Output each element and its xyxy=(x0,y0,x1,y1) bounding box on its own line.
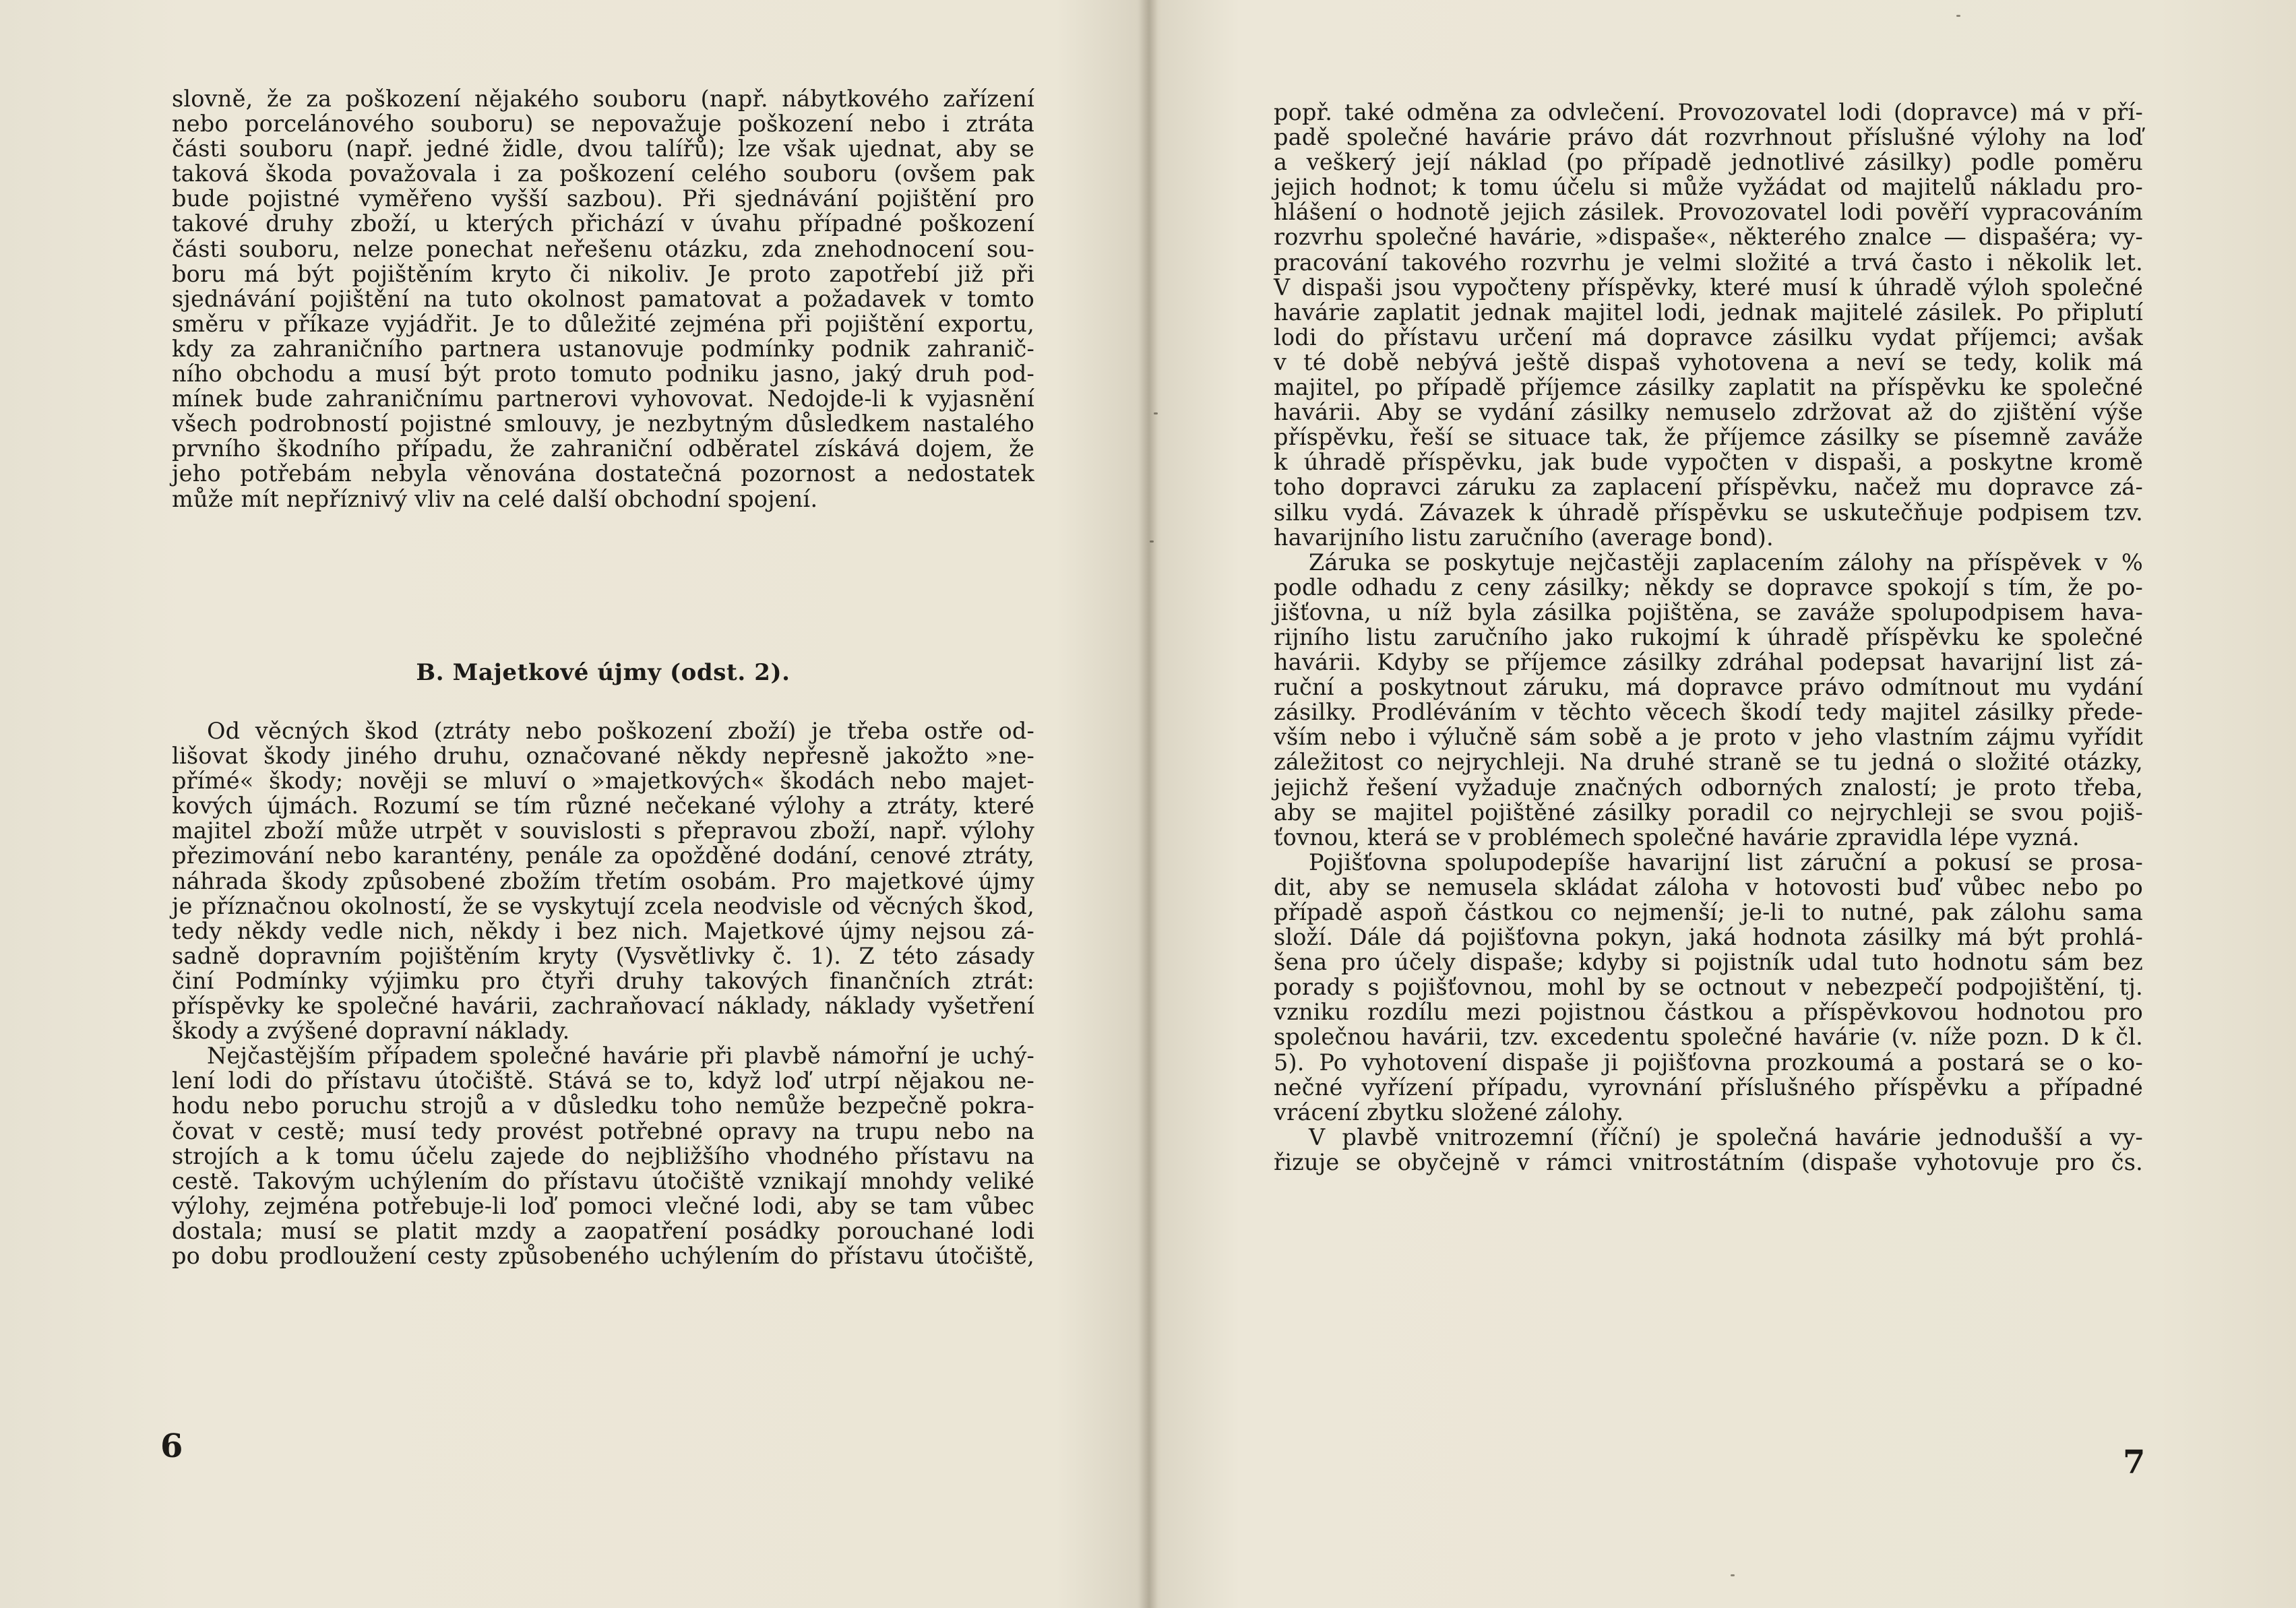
text-line: Pojišťovna spolupodepíše havarijní list záruční a pokusí se prosa- xyxy=(1309,848,2143,875)
text-line: k úhradě příspěvku, jak bude vypočten v dispaši, a poskytne kromě xyxy=(1274,449,2143,476)
text-line: takové druhy zboží, u kterých přichází v úvahu případné poškození xyxy=(172,210,1034,237)
text-line: přímé« škody; nověji se mluví o »majetkových« škodách nebo majet- xyxy=(172,768,1034,795)
text-line: výlohy, zejména potřebuje-li loď pomoci vlečné lodi, aby se tam vůbec xyxy=(172,1192,1034,1219)
text-line: hodu nebo poruchu strojů a v důsledku toho nemůže bezpečně pokra- xyxy=(172,1092,1034,1119)
text-line: části souboru, nelze ponechat neřešenu otázku, zda znehodnocení sou- xyxy=(172,235,1034,262)
text-line: ního obchodu a musí být proto tomuto podniku jasno, jaký druh pod- xyxy=(172,361,1034,388)
text-line: části souboru (např. jedné židle, dvou talířů); lze však ujednat, aby se xyxy=(172,135,1034,162)
text-line: mínek bude zahraničnímu partnerovi vyhovovat. Nedojde-li k vyjasnění xyxy=(172,385,1034,412)
text-line: bude pojistné vyměřeno vyšší sazbou). Při sjednávání pojištění pro xyxy=(172,185,1034,212)
text-line: prvního škodního případu, že zahraniční odběratel získává dojem, že xyxy=(172,435,1034,462)
text-line: strojích a k tomu účelu zajede do nejbližšího vhodného přístavu na xyxy=(172,1142,1034,1169)
text-line: jejichž řešení vyžaduje značných odborných znalostí; je proto třeba, xyxy=(1274,774,2143,801)
text-line: po dobu prodloužení cesty způsobeného uchýlením do přístavu útočiště, xyxy=(172,1242,1034,1269)
text-line: škody a zvýšené dopravní náklady. xyxy=(172,1018,570,1045)
text-line: lení lodi do přístavu útočiště. Stává se to, když loď utrpí nějakou ne- xyxy=(172,1068,1034,1094)
text-line: může mít nepříznivý vliv na celé další obchodní spojení. xyxy=(172,485,818,512)
text-line: rozvrhu společné havárie, »dispaše«, některého znalce — dispašéra; vy- xyxy=(1274,224,2143,251)
text-line: podle odhadu z ceny zásilky; někdy se dopravce spokojí s tím, že po- xyxy=(1274,574,2143,600)
text-line: boru má být pojištěním kryto či nikoliv. Je proto zapotřebí již při xyxy=(172,260,1034,287)
text-line: ruční a poskytnout záruku, má dopravce právo odmítnout mu vydání xyxy=(1274,674,2143,701)
text-line: přezimování nebo karantény, penále za opožděné dodání, cenové ztráty, xyxy=(172,842,1034,869)
print-speck xyxy=(1154,412,1158,414)
text-line: sadně dopravním pojištěním kryty (Vysvětlivky č. 1). Z této zásady xyxy=(172,942,1034,969)
section-heading: B. Majetkové újmy (odst. 2). xyxy=(416,659,790,686)
text-line: všech podrobností pojistné smlouvy, je nezbytným důsledkem nastalého xyxy=(172,410,1034,437)
text-line: vzniku rozdílu mezi pojistnou částkou a příspěvkovou hodnotou pro xyxy=(1274,999,2143,1026)
text-line: cestě. Takovým uchýlením do přístavu útočiště vznikají mnohdy veliké xyxy=(172,1167,1034,1194)
left-paragraphs-lower xyxy=(172,718,1034,1268)
text-line: pracování takového rozvrhu je velmi složité a trvá často i několik let. xyxy=(1274,249,2143,276)
text-line: V plavbě vnitrozemní (říční) je společná havárie jednodušší a vy- xyxy=(1309,1123,2143,1150)
text-line: tedy někdy vedle nich, někdy i bez nich. Majetkové újmy nejsou zá- xyxy=(172,917,1034,944)
text-line: dostala; musí se platit mzdy a zaopatření posádky porouchané lodi xyxy=(172,1217,1034,1244)
text-line: zásilky. Prodléváním v těchto věcech škodí tedy majitel zásilky přede- xyxy=(1274,699,2143,726)
text-line: rijního listu zaručního jako rukojmí k úhradě příspěvku ke společné xyxy=(1274,623,2143,650)
text-line: havárii. Aby se vydání zásilky nemuselo zdržovat až do zjištění výše xyxy=(1274,399,2143,426)
text-line: činí Podmínky výjimku pro čtyři druhy takových finančních ztrát: xyxy=(172,967,1034,994)
text-line: popř. také odměna za odvlečení. Provozovatel lodi (dopravce) má v pří- xyxy=(1274,99,2143,125)
text-line: složí. Dále dá pojišťovna pokyn, jaká hodnota zásilky má být prohlá- xyxy=(1274,924,2143,951)
text-line: jišťovna, u níž byla zásilka pojištěna, se zaváže spolupodpisem hava- xyxy=(1274,598,2143,625)
text-line: v té době nebývá ještě dispaš vyhotovena a neví se tedy, kolik má xyxy=(1274,348,2143,375)
text-line: vrácení zbytku složené zálohy. xyxy=(1274,1099,1624,1125)
text-line: a veškerý její náklad (po případě jednotlivé zásilky) podle poměru xyxy=(1274,149,2143,176)
text-line: sjednávání pojištění na tuto okolnost pamatovat a požadavek v tomto xyxy=(172,285,1034,312)
text-line: toho dopravci záruku za zaplacení příspěvku, načež mu dopravce zá- xyxy=(1274,474,2143,501)
text-line: náhrada škody způsobené zbožím třetím osobám. Pro majetkové újmy xyxy=(172,867,1034,894)
text-line: hlášení o hodnotě jejich zásilek. Provozovatel lodi pověří vypracováním xyxy=(1274,199,2143,226)
text-line: V dispaši jsou vypočteny příspěvky, které musí k úhradě výloh společné xyxy=(1274,274,2143,301)
text-line: 5). Po vyhotovení dispaše ji pojišťovna prozkoumá a postará se o ko- xyxy=(1274,1049,2143,1076)
text-line: aby se majitel pojištěné zásilky poradil co nejrychleji se svou pojiš- xyxy=(1274,799,2143,826)
text-line: kdy za zahraničního partnera ustanovuje podmínky podnik zahranič- xyxy=(172,335,1034,362)
text-line: lodi do přístavu určení má dopravce zásilku vydat příjemci; avšak xyxy=(1274,323,2143,350)
text-line: jejich hodnot; k tomu účelu si může vyžádat od majitelů nákladu pro- xyxy=(1274,174,2143,201)
text-line: Od věcných škod (ztráty nebo poškození zboží) je třeba ostře od- xyxy=(207,718,1034,744)
text-line: jeho potřebám nebyla věnována dostatečná pozornost a nedostatek xyxy=(172,460,1034,487)
text-line: padě společné havárie právo dát rozvrhnout příslušné výlohy na loď xyxy=(1274,124,2143,151)
print-speck xyxy=(1731,1574,1735,1576)
text-line: slovně, že za poškození nějakého souboru (např. nábytkového zařízení xyxy=(172,86,1034,112)
text-line: nebo porcelánového souboru) se nepovažuje poškození nebo i ztráta xyxy=(172,111,1034,137)
text-line: příspěvku, řeší se situace tak, že příjemce zásilky se písemně zaváže xyxy=(1274,424,2143,451)
text-line: čovat v cestě; musí tedy provést potřebné opravy na trupu nebo na xyxy=(172,1117,1034,1144)
right-paragraphs xyxy=(1274,100,2143,1175)
text-line: Záruka se poskytuje nejčastěji zaplacením zálohy na příspěvek v % xyxy=(1309,549,2143,576)
text-line: havárie zaplatit jednak majitel lodi, jednak majitelé zásilek. Po připlutí xyxy=(1274,299,2143,326)
page-number: 6 xyxy=(160,1427,183,1465)
print-speck xyxy=(1956,15,1960,17)
text-line: kových újmách. Rozumí se tím různé nečekané výlohy a ztráty, které xyxy=(172,793,1034,820)
left-paragraph-1 xyxy=(172,86,1034,512)
print-speck xyxy=(1150,540,1154,543)
text-line: porady s pojišťovnou, mohl by se octnout v nebezpečí podpojištění, tj. xyxy=(1274,974,2143,1001)
text-line: společnou havárii, tzv. excedentu společné havárie (v. níže pozn. D k čl. xyxy=(1274,1024,2143,1051)
text-line: ťovnou, která se v problémech společné havárie zpravidla lépe vyzná. xyxy=(1274,824,2080,851)
text-line: havárii. Kdyby se příjemce zásilky zdráhal podepsat havarijní list zá- xyxy=(1274,649,2143,676)
text-line: dit, aby se nemusela skládat záloha v hotovosti buď vůbec nebo po xyxy=(1274,873,2143,900)
text-line: směru v příkaze vyjádřit. Je to důležité zejména při pojištění exportu, xyxy=(172,310,1034,337)
text-line: majitel zboží může utrpět v souvislosti s přepravou zboží, např. výlohy xyxy=(172,817,1034,844)
right-page xyxy=(1148,0,2296,1608)
text-line: majitel, po případě příjemce zásilky zaplatit na příspěvku ke společné xyxy=(1274,374,2143,401)
text-line: řizuje se obyčejně v rámci vnitrostátním (dispaše vyhotovuje pro čs. xyxy=(1274,1148,2143,1175)
text-line: Nejčastějším případem společné havárie při plavbě námořní je uchý- xyxy=(207,1043,1034,1070)
text-line: šena pro účely dispaše; kdyby si pojistník udal tuto hodnotu sám bez xyxy=(1274,949,2143,976)
text-line: havarijního listu zaručního (average bond). xyxy=(1274,524,1774,551)
text-line: lišovat škody jiného druhu, označované někdy nepřesně jakožto »ne- xyxy=(172,743,1034,770)
page-number: 7 xyxy=(2123,1444,2146,1481)
text-line: silku vydá. Závazek k úhradě příspěvku se uskutečňuje podpisem tzv. xyxy=(1274,499,2143,526)
text-line: případě aspoň částkou co nejmenší; je-li to nutné, pak zálohu sama xyxy=(1274,899,2143,925)
text-line: je příznačnou okolností, že se vyskytují zcela neodvisle od věcných škod, xyxy=(172,892,1034,919)
text-line: taková škoda považovala i za poškození celého souboru (ovšem pak xyxy=(172,160,1034,187)
text-line: vším nebo i výlučně sám sobě a je proto v jeho vlastním zájmu vyřídit xyxy=(1274,724,2143,751)
text-line: záležitost co nejrychleji. Na druhé straně se tu jedná o složité otázky, xyxy=(1274,749,2143,776)
text-line: příspěvky ke společné havárii, zachraňovací náklady, náklady vyšetření xyxy=(172,993,1034,1020)
text-line: nečné vyřízení případu, vyrovnání příslušného příspěvku a případné xyxy=(1274,1074,2143,1101)
